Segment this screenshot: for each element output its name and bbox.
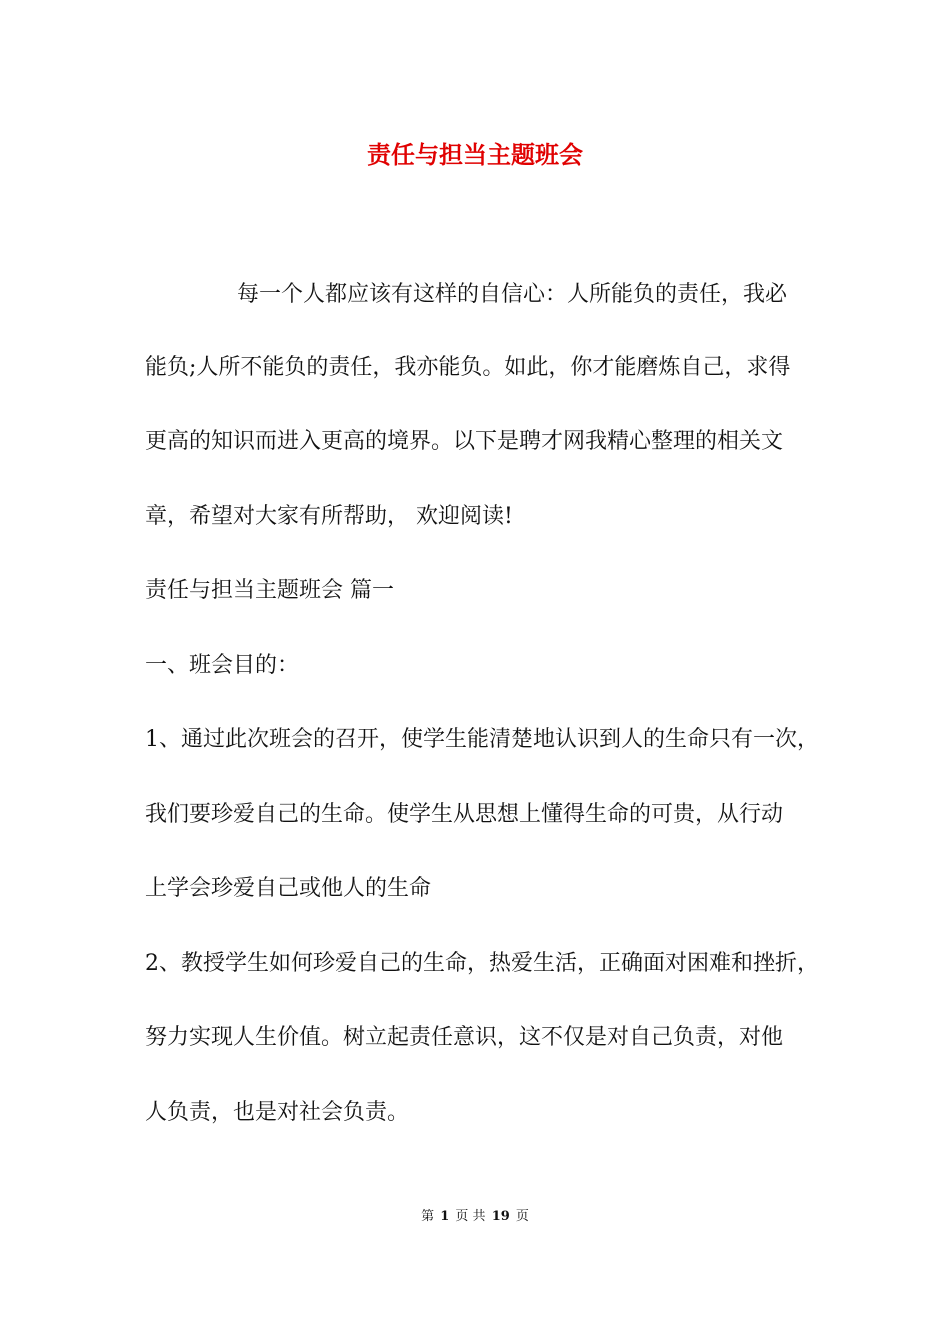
list-item-line: 我们要珍爱自己的生命。使学生从思想上懂得生命的可贵，从行动 [145,802,784,827]
document-title: 责任与担当主题班会 [367,140,583,169]
list-item-line: 1、通过此次班会的召开，使学生能清楚地认识到人的生命只有一次， [145,727,819,752]
footer-middle: 页 共 [455,1209,486,1224]
list-item-line: 努力实现人生价值。树立起责任意识，这不仅是对自己负责，对他 [145,1025,784,1050]
list-item-line: 上学会珍爱自己或他人的生命 [145,876,432,901]
current-page-number: 1 [440,1209,450,1224]
footer-suffix: 页 [515,1209,529,1224]
list-item-line: 2、教授学生如何珍爱自己的生命，热爱生活，正确面对困难和挫折， [145,951,819,976]
paragraph-line: 章，希望对大家有所帮助， 欢迎阅读! [145,504,513,529]
paragraph-line: 更高的知识而进入更高的境界。以下是聘才网我精心整理的相关文 [145,429,784,454]
subsection-heading: 一、班会目的： [145,653,300,678]
total-page-count: 19 [491,1209,510,1224]
paragraph-line: 每一个人都应该有这样的自信心：人所能负的责任，我必 [237,282,788,307]
footer-prefix: 第 [421,1209,435,1224]
list-item-line: 人负责，也是对社会负责。 [145,1100,410,1125]
page-footer [0,1208,950,1226]
section-heading: 责任与担当主题班会 篇一 [145,578,394,603]
paragraph-line: 能负;人所不能负的责任，我亦能负。如此，你才能磨炼自己，求得 [145,355,791,380]
